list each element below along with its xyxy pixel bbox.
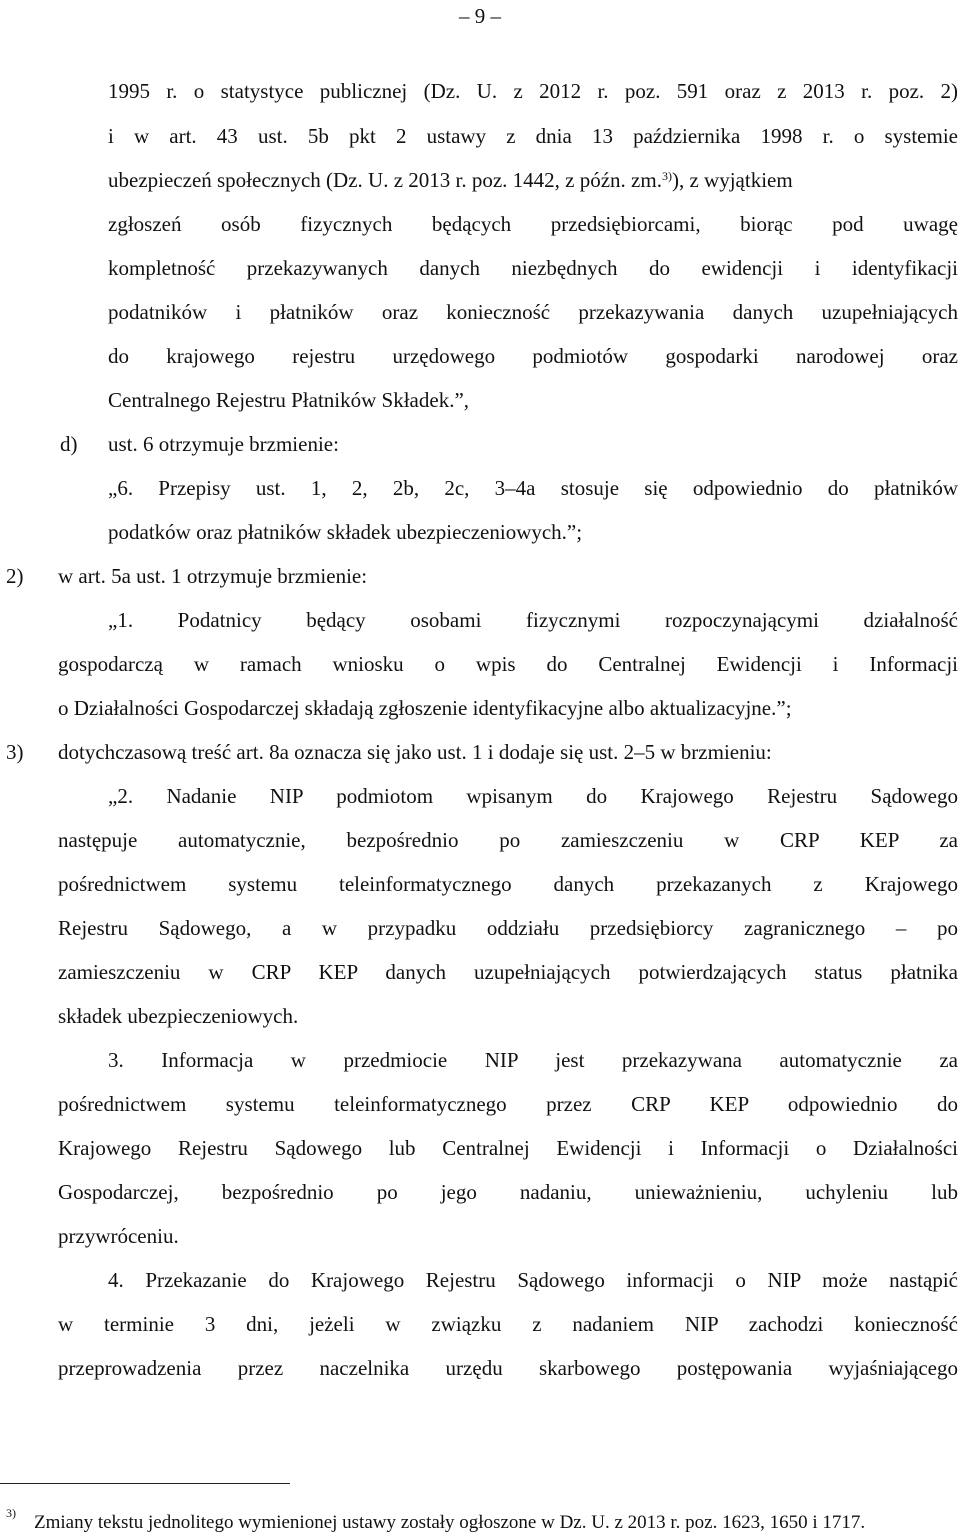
text-line: 1995 r. o statystyce publicznej (Dz. U. z 2012 r. poz. 591 oraz z 2013 r. poz. 2) <box>108 79 958 103</box>
text-line: w terminie 3 dni, jeżeli w związku z nadaniem NIP zachodzi konieczność <box>58 1312 958 1336</box>
text-line: „2. Nadanie NIP podmiotom wpisanym do Krajowego Rejestru Sądowego <box>108 784 958 808</box>
text-line: przeprowadzenia przez naczelnika urzędu skarbowego postępowania wyjaśniającego <box>58 1356 958 1380</box>
text-line: podatników i płatników oraz konieczność przekazywania danych uzupełniających <box>108 300 958 324</box>
text-line: Rejestru Sądowego, a w przypadku oddziału przedsiębiorcy zagranicznego – po <box>58 916 958 940</box>
text-line: następuje automatycznie, bezpośrednio po zamieszczeniu w CRP KEP za <box>58 828 958 852</box>
text-line: o Działalności Gospodarczej składają zgłoszenie identyfikacyjne albo aktualizacyjne.”; <box>58 696 792 720</box>
text-line: pośrednictwem systemu teleinformatycznego przez CRP KEP odpowiednio do <box>58 1092 958 1116</box>
page-number: – 9 – <box>459 4 501 28</box>
text-line: podatków oraz płatników składek ubezpieczeniowych.”; <box>108 520 583 544</box>
text-line: zgłoszeń osób fizycznych będących przedsiębiorcami, biorąc pod uwagę <box>108 212 958 236</box>
text-line: zamieszczeniu w CRP KEP danych uzupełniających potwierdzających status płatnika <box>58 960 958 984</box>
footnote-text: Zmiany tekstu jednolitego wymienionej ustawy zostały ogłoszone w Dz. U. z 2013 r. poz. 1623, 1650 i 1717. <box>34 1512 866 1533</box>
footnote-reference: 3) <box>661 169 672 183</box>
text-line: w art. 5a ust. 1 otrzymuje brzmienie: <box>58 564 368 588</box>
text-line: składek ubezpieczeniowych. <box>58 1004 299 1028</box>
text-line: Gospodarczej, bezpośrednio po jego nadaniu, unieważnieniu, uchyleniu lub <box>58 1180 958 1204</box>
text-line: 3. Informacja w przedmiocie NIP jest przekazywana automatycznie za <box>108 1048 958 1072</box>
text-line: dotychczasową treść art. 8a oznacza się jako ust. 1 i dodaje się ust. 2–5 w brzmieniu: <box>58 740 772 764</box>
list-marker: 2) <box>6 564 24 588</box>
text-line: 4. Przekazanie do Krajowego Rejestru Sądowego informacji o NIP może nastąpić <box>108 1268 958 1292</box>
footnote-marker: 3) <box>6 1506 16 1520</box>
text-segment: ), z wyjątkiem <box>671 168 793 192</box>
footnote-separator <box>0 1483 290 1484</box>
text-line: do krajowego rejestru urzędowego podmiotów gospodarki narodowej oraz <box>108 344 958 368</box>
text-line: „6. Przepisy ust. 1, 2, 2b, 2c, 3–4a stosuje się odpowiednio do płatników <box>108 476 958 500</box>
text-segment: ubezpieczeń społecznych (Dz. U. z 2013 r. poz. 1442, z późn. zm. <box>108 168 662 192</box>
text-line: Centralnego Rejestru Płatników Składek.”, <box>108 388 470 412</box>
text-line: „1. Podatnicy będący osobami fizycznymi rozpoczynającymi działalność <box>108 608 958 632</box>
list-marker: d) <box>60 432 78 456</box>
text-line <box>108 165 958 195</box>
text-line: pośrednictwem systemu teleinformatycznego danych przekazanych z Krajowego <box>58 872 958 896</box>
text-line: Krajowego Rejestru Sądowego lub Centralnej Ewidencji i Informacji o Działalności <box>58 1136 958 1160</box>
text-line: przywróceniu. <box>58 1224 179 1248</box>
text-line: i w art. 43 ust. 5b pkt 2 ustawy z dnia 13 października 1998 r. o systemie <box>108 124 958 148</box>
list-marker: 3) <box>6 740 24 764</box>
text-line: ust. 6 otrzymuje brzmienie: <box>108 432 339 456</box>
text-line: gospodarczą w ramach wniosku o wpis do Centralnej Ewidencji i Informacji <box>58 652 958 676</box>
text-line: kompletność przekazywanych danych niezbędnych do ewidencji i identyfikacji <box>108 256 958 280</box>
